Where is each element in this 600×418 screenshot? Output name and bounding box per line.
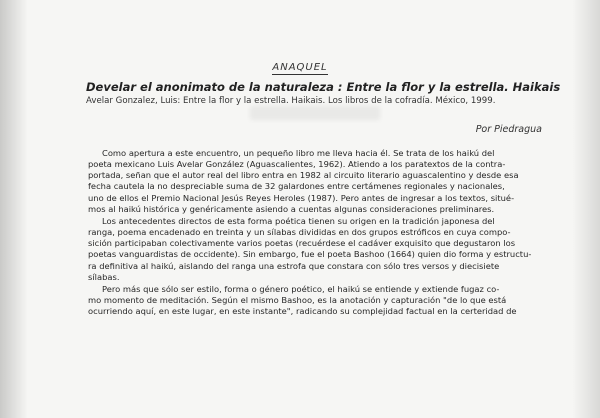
- text-line: uno de ellos el Premio Nacional Jesús Reyes Heroles (1987). Pero antes de ingresar a los textos, situé-: [88, 192, 515, 203]
- text-line: Los antecedentes directos de esta forma poética tienen su origen en la tradición japonesa del: [102, 215, 495, 226]
- text-line: ocurriendo aquí, en este lugar, en este instante", radicando su complejidad factual en la certeridad de: [88, 306, 517, 317]
- text-line: mos al haikú histórica y genéricamente asiendo a cuentas algunas consideraciones preliminares.: [88, 203, 495, 214]
- article-title: Develar el anonimato de la naturaleza : Entre la flor y la estrella. Haikais: [86, 80, 561, 94]
- text-line: sílabas.: [88, 271, 120, 282]
- bleed-through-smudge: [250, 106, 380, 120]
- author-byline: Por Piedragua: [475, 124, 542, 135]
- text-line: ranga, poema encadenado en treinta y un sílabas divididas en dos grupos estróficos en cuya compo-: [88, 227, 511, 238]
- text-line: ra definitiva al haikú, aislando del ranga una estrofa que constara con sólo tres versos y diecisiete: [88, 260, 500, 271]
- text-line: Pero más que sólo ser estilo, forma o género poético, el haikú se entiende y extiende fugaz co-: [102, 283, 500, 294]
- section-heading: [0, 62, 600, 73]
- text-line: poetas vanguardistas de occidente). Sin embargo, fue el poeta Bashoo (1664) quien dio forma y estructu-: [88, 249, 532, 260]
- text-line: poeta mexicano Luis Avelar González (Aguascalientes, 1962). Atiendo a los paratextos de la contra-: [88, 159, 506, 170]
- paragraph-2: [88, 216, 543, 283]
- text-line: Como apertura a este encuentro, un pequeño libro me lleva hacia él. Se trata de los haikú del: [102, 148, 495, 158]
- bibliographic-reference: Avelar Gonzalez, Luis: Entre la flor y la estrella. Haikais. Los libros de la cofradía. México, 1999.: [86, 96, 496, 106]
- text-line: fecha cautela la no despreciable suma de 32 galardones entre certámenes regionales y nacionales,: [88, 181, 505, 192]
- paragraph-3: [88, 284, 543, 317]
- text-line: portada, señan que el autor real del libro entra en 1982 al circuito literario aguascalentino y desde esa: [88, 170, 519, 181]
- text-line: mo momento de meditación. Según el mismo Bashoo, es la anotación y capturación "de lo que está: [88, 295, 507, 306]
- paragraph-1: [88, 148, 543, 215]
- section-heading-text: ANAQUEL: [272, 62, 328, 73]
- text-line: sición participaban colectivamente varios poetas (recuérdese el cadáver exquisito que degustaron los: [88, 238, 516, 249]
- article-body: [88, 148, 543, 318]
